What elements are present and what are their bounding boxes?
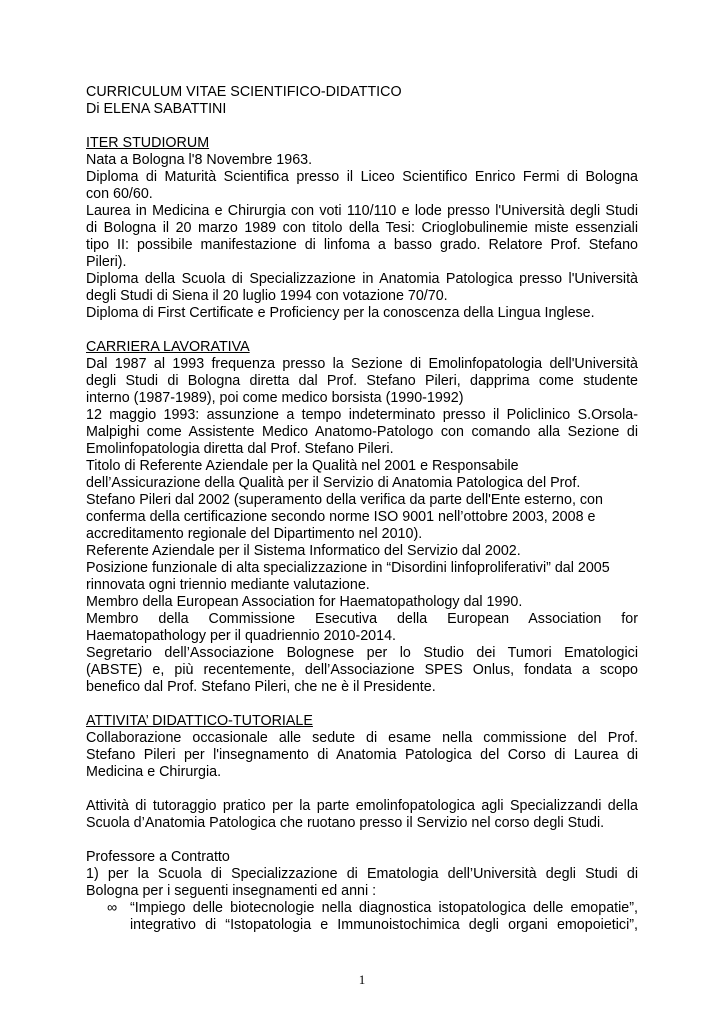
text-line: Pileri). <box>86 254 127 270</box>
text-line: Dal 1987 al 1993 frequenza presso la Sezione di Emolinfopatologia dell'Università <box>86 356 638 372</box>
text-line: Stefano Pileri per l'insegnamento di Anatomia Patologica del Corso di Laurea di <box>86 747 638 763</box>
text-line: Scuola d’Anatomia Patologica che ruotano presso il Servizio nel corso degli Studi. <box>86 815 605 831</box>
text-line: degli Studi di Siena il 20 luglio 1994 con votazione 70/70. <box>86 288 448 304</box>
text-line: Segretario dell’Associazione Bolognese per lo Studio dei Tumori Ematologici <box>86 645 638 661</box>
text-line: Titolo di Referente Aziendale per la Qualità nel 2001 e Responsabile <box>86 458 519 474</box>
page-number: 1 <box>358 972 366 987</box>
text-line: Diploma della Scuola di Specializzazione in Anatomia Patologica presso l'Università <box>86 271 638 287</box>
section-heading-iter-studiorum: ITER STUDIORUM <box>86 135 210 151</box>
bullet-item <box>86 900 638 934</box>
text-line: Malpighi come Assistente Medico Anatomo-Patologo con comando alla Sezione di <box>86 424 638 440</box>
text-line: Attività di tutoraggio pratico per la parte emolinfopatologica agli Specializzandi della <box>86 798 638 814</box>
text-line: Diploma di First Certificate e Proficiency per la conoscenza della Lingua Inglese. <box>86 305 595 321</box>
bullet-text-line: integrativo di “Istopatologia e Immunoistochimica degli organi emopoietici”, <box>130 917 638 933</box>
text-line: Diploma di Maturità Scientifica presso il Liceo Scientifico Enrico Fermi di Bologna <box>86 169 638 185</box>
text-line: degli Studi di Bologna diretta dal Prof. Stefano Pileri, dapprima come studente <box>86 373 638 389</box>
text-line: Stefano Pileri dal 2002 (superamento della verifica da parte dell'Ente esterno, con <box>86 492 603 508</box>
text-line: Posizione funzionale di alta specializzazione in “Disordini linfoproliferativi” dal 2005 <box>86 560 610 576</box>
text-line: accreditamento regionale del Dipartimento nel 2010). <box>86 526 423 542</box>
text-line: Referente Aziendale per il Sistema Informatico del Servizio dal 2002. <box>86 543 521 559</box>
section-heading-attivita-didattico: ATTIVITA’ DIDATTICO-TUTORIALE <box>86 713 313 729</box>
spacer <box>86 832 638 849</box>
text-line: Membro della European Association for Haematopathology dal 1990. <box>86 594 523 610</box>
text-line: interno (1987-1989), poi come medico borsista (1990-1992) <box>86 390 464 406</box>
text-line: 1) per la Scuola di Specializzazione di Ematologia dell’Università degli Studi di <box>86 866 638 882</box>
text-line: con 60/60. <box>86 186 153 202</box>
text-line: Membro della Commissione Esecutiva della European Association for <box>86 611 638 627</box>
text-line: (ABSTE) e, più recentemente, dell’Associazione SPES Onlus, fondata a scopo <box>86 662 638 678</box>
bullet-text-line: “Impiego delle biotecnologie nella diagnostica istopatologica delle emopatie”, <box>130 900 638 916</box>
infinity-bullet-icon: ∞ <box>107 900 118 916</box>
section-heading-carriera-lavorativa: CARRIERA LAVORATIVA <box>86 339 250 355</box>
text-line: 12 maggio 1993: assunzione a tempo indeterminato presso il Policlinico S.Orsola- <box>86 407 638 423</box>
spacer <box>86 118 638 135</box>
text-line: Bologna per i seguenti insegnamenti ed anni : <box>86 883 377 899</box>
text-line: dell’Assicurazione della Qualità per il Servizio di Anatomia Patologica del Prof. <box>86 475 581 491</box>
spacer <box>86 781 638 798</box>
text-line: Collaborazione occasionale alle sedute di esame nella commissione del Prof. <box>86 730 638 746</box>
text-line: Emolinfopatologia diretta dal Prof. Stefano Pileri. <box>86 441 394 457</box>
text-line: tipo II: possibile manifestazione di linfoma a basso grado. Relatore Prof. Stefano <box>86 237 638 253</box>
text-line: di Bologna il 20 marzo 1989 con titolo della Tesi: Crioglobulinemie miste essenziali <box>86 220 638 236</box>
text-line: Nata a Bologna l'8 Novembre 1963. <box>86 152 313 168</box>
spacer <box>86 322 638 339</box>
text-line: benefico dal Prof. Stefano Pileri, che ne è il Presidente. <box>86 679 436 695</box>
document-title: CURRICULUM VITAE SCIENTIFICO-DIDATTICO <box>86 84 402 100</box>
text-line: Medicina e Chirurgia. <box>86 764 222 780</box>
text-line: Laurea in Medicina e Chirurgia con voti 110/110 e lode presso l'Università degli Studi <box>86 203 638 219</box>
text-line: conferma della certificazione secondo norme ISO 9001 nell’ottobre 2003, 2008 e <box>86 509 596 525</box>
contract-title: Professore a Contratto <box>86 849 230 865</box>
spacer <box>86 696 638 713</box>
text-line: Haematopathology per il quadriennio 2010-2014. <box>86 628 396 644</box>
document-author: Di ELENA SABATTINI <box>86 101 227 117</box>
cv-page <box>86 84 638 934</box>
text-line: rinnovata ogni triennio mediante valutazione. <box>86 577 370 593</box>
